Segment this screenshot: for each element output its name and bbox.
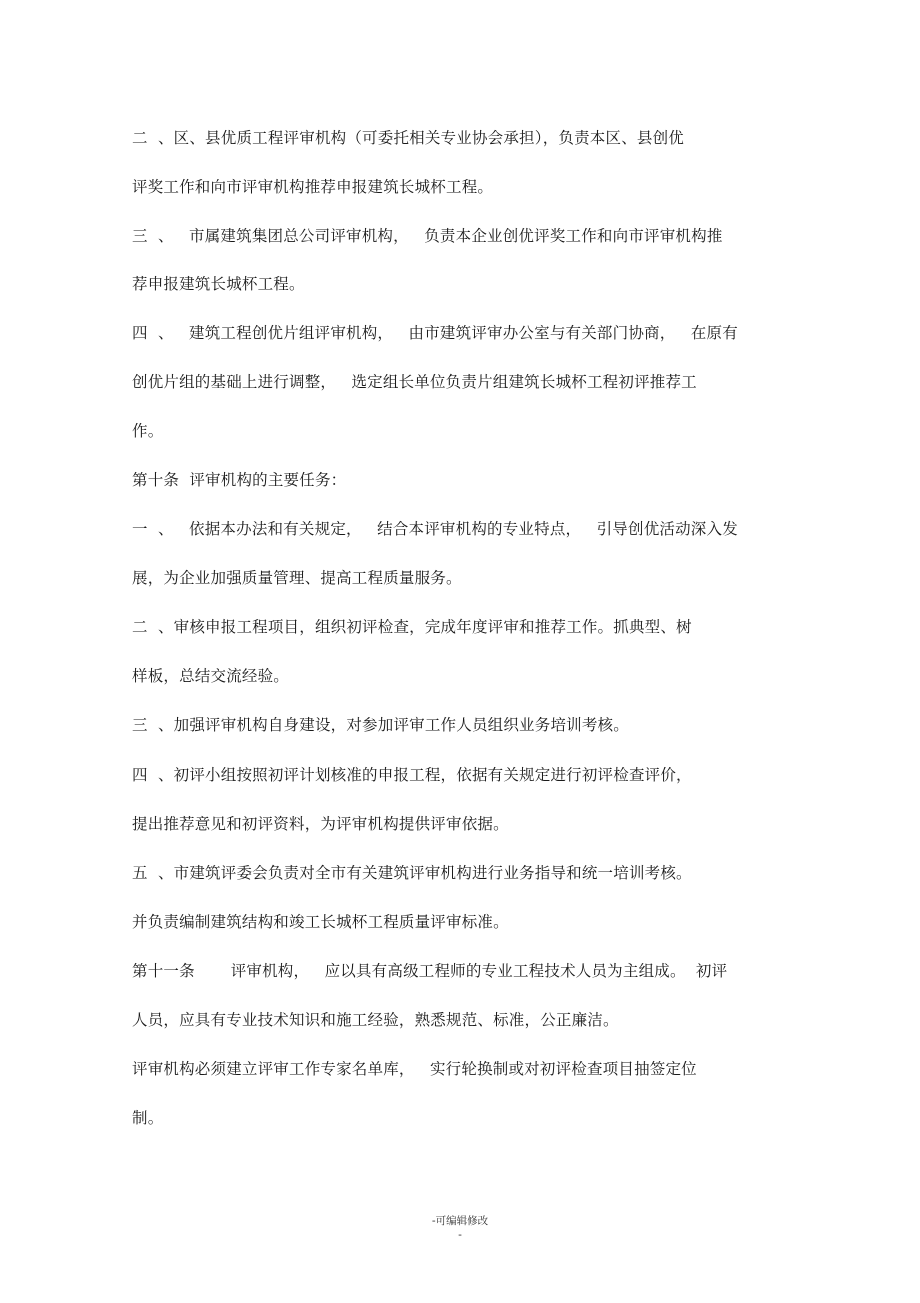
text-line-16: 五 、市建筑评委会负责对全市有关建筑评审机构进行业务指导和统一培训考核。 <box>132 864 692 882</box>
text-line-19: 人员，应具有专业技术知识和施工经验，熟悉规范、标准，公正廉洁。 <box>132 1011 619 1029</box>
text-line-20: 评审机构必须建立评审工作专家名单库， 实行轮换制或对初评检查项目抽签定位 <box>132 1060 697 1078</box>
footer-mark: - <box>458 1229 462 1241</box>
footer-editable-note: -可编辑修改 <box>431 1215 489 1227</box>
text-line-15: 提出推荐意见和初评资料，为评审机构提供评审依据。 <box>132 815 509 833</box>
text-line-3: 三 、 市属建筑集团总公司评审机构， 负责本企业创优评奖工作和向市评审机构推 <box>132 227 723 245</box>
text-line-7: 作。 <box>132 422 164 440</box>
text-line-5: 四 、 建筑工程创优片组评审机构， 由市建筑评审办公室与有关部门协商， 在原有 <box>132 324 738 342</box>
text-line-13: 三 、加强评审机构自身建设，对参加评审工作人员组织业务培训考核。 <box>132 716 629 734</box>
text-line-12: 样板，总结交流经验。 <box>132 667 290 685</box>
text-line-6: 创优片组的基础上进行调整， 选定组长单位负责片组建筑长城杯工程初评推荐工 <box>132 373 697 391</box>
text-line-14: 四 、初评小组按照初评计划核准的申报工程，依据有关规定进行初评检查评价， <box>132 766 692 784</box>
text-line-4: 荐申报建筑长城杯工程。 <box>132 275 305 293</box>
article-heading-10: 第十条 评审机构的主要任务： <box>132 471 347 489</box>
text-line-1: 二 、区、县优质工程评审机构（可委托相关专业协会承担），负责本区、县创优 <box>132 129 685 147</box>
text-line-9: 一 、 依据本办法和有关规定， 结合本评审机构的专业特点， 引导创优活动深入发 <box>132 520 738 538</box>
text-line-11: 二 、审核申报工程项目，组织初评检查，完成年度评审和推荐工作。抓典型、树 <box>132 618 692 636</box>
text-line-17: 并负责编制建筑结构和竣工长城杯工程质量评审标准。 <box>132 913 509 931</box>
article-heading-11: 第十一条 评审机构， 应以具有高级工程师的专业工程技术人员为主组成。 初评 <box>132 962 728 980</box>
text-line-10: 展，为企业加强质量管理、提高工程质量服务。 <box>132 569 462 587</box>
text-line-21: 制。 <box>132 1109 164 1127</box>
text-line-2: 评奖工作和向市评审机构推荐申报建筑长城杯工程。 <box>132 178 494 196</box>
